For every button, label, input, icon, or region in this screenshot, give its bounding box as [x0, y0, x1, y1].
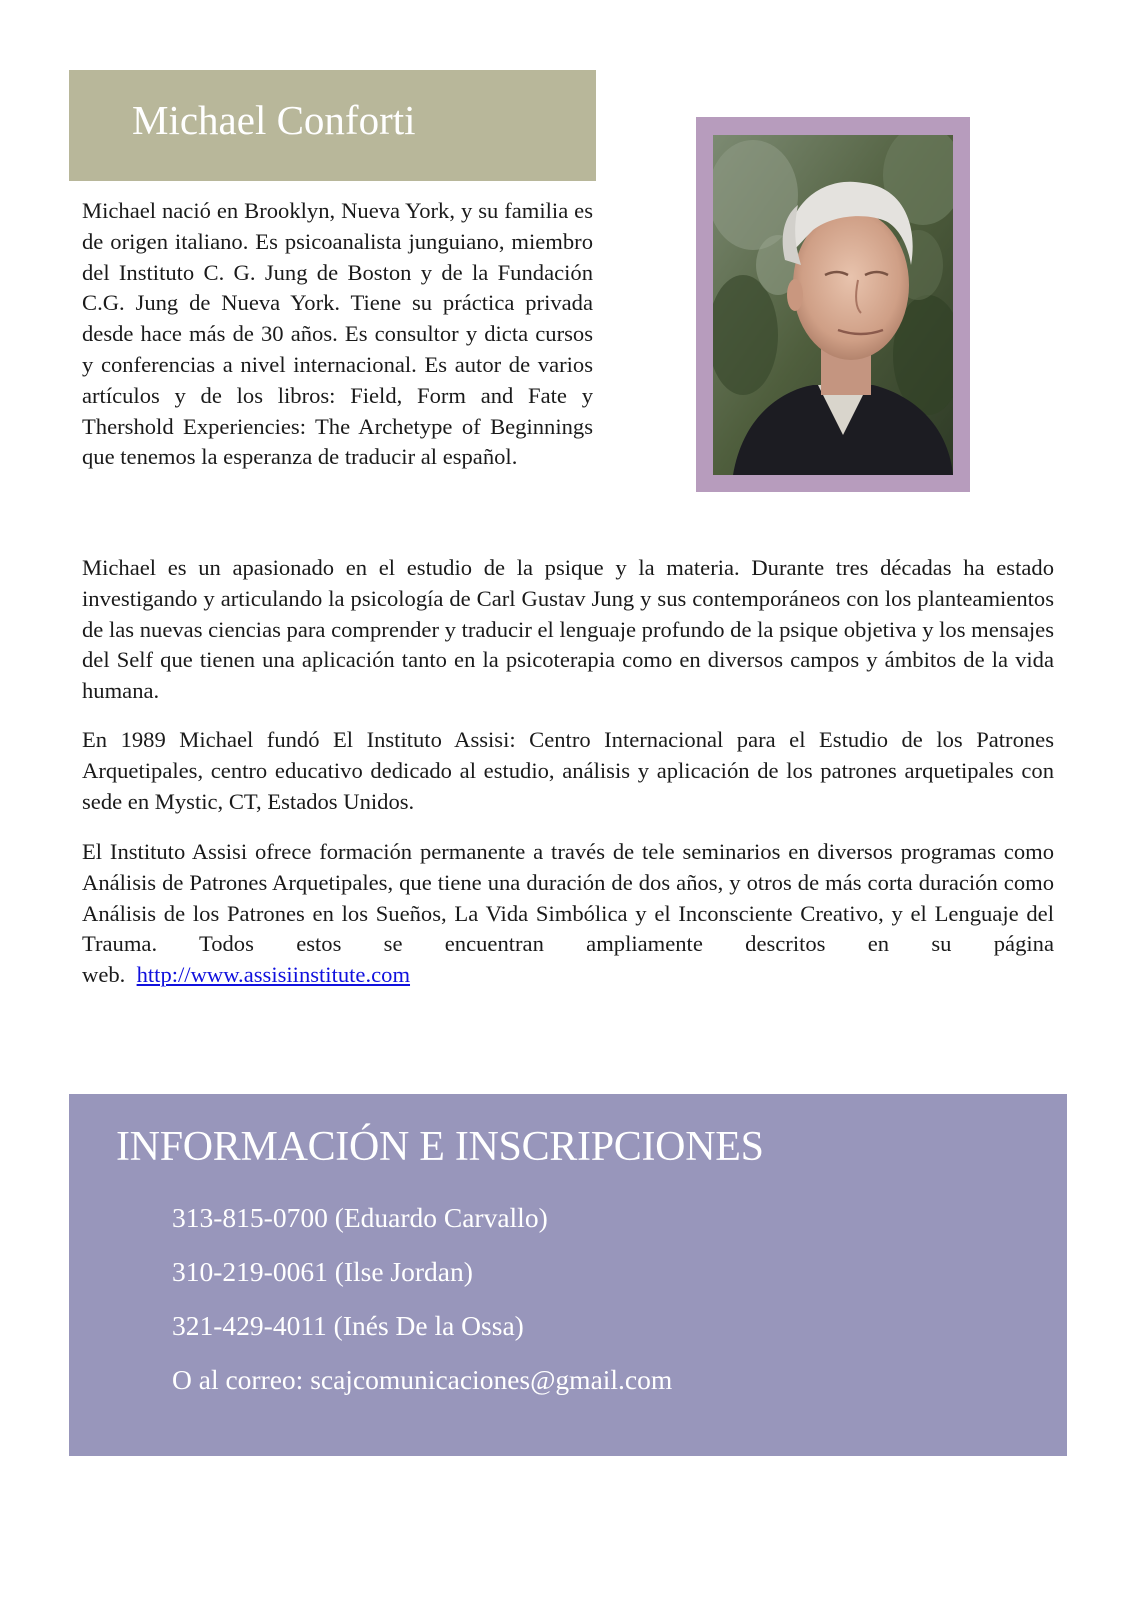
bio-intro-paragraph: Michael nació en Brooklyn, Nueva York, y su familia es de origen italiano. Es psicoanalista junguiano, miembro del Instituto C. G. Jung de Boston y de la Fundación C.G. Jung de Nueva York. Tiene su práctica privada desde hace más de 30 años. Es consultor y dicta cursos y conferencias a nivel internacional. Es autor de varios artículos y de los libros: Field, Form and Fate y Thershold Experiencies: The Archetype of Beginnings que tenemos la esperanza de traducir al español.: [82, 198, 593, 470]
info-registration-box: [69, 1094, 1067, 1456]
portrait-photo: [713, 135, 953, 475]
contact-phone-ilse: 310-219-0061 (Ilse Jordan): [172, 1256, 473, 1287]
portrait-image: [713, 135, 953, 475]
programs-text: El Instituto Assisi ofrece formación permanente a través de tele seminarios en diversos programas como Análisis de Patrones Arquetipales, que tiene una duración de dos años, y otros de más corta duración como Análisis de los Patrones en los Sueños, La Vida Simbólica y el Inconsciente Creativo, y el Lenguaje del Trauma. Todos estos se encuentran ampliamente descritos en su página web.: [82, 839, 1054, 988]
profile-name: Michael Conforti: [132, 97, 416, 143]
contact-phone-eduardo: 313-815-0700 (Eduardo Carvallo): [172, 1202, 548, 1233]
bio-paragraph-programs: [82, 837, 1054, 991]
photo-frame: [696, 117, 970, 492]
contact-phone-ines: 321-429-4011 (Inés De la Ossa): [172, 1310, 524, 1341]
contact-email: O al correo: scajcomunicaciones@gmail.com: [172, 1364, 673, 1395]
info-title: INFORMACIÓN E INSCRIPCIONES: [116, 1124, 764, 1170]
bio-paragraph-institute: En 1989 Michael fundó El Instituto Assisi: Centro Internacional para el Estudio de los Patrones Arquetipales, centro educativo dedicado al estudio, análisis y aplicación de los patrones arquetipales con sede en Mystic, CT, Estados Unidos.: [82, 727, 1054, 814]
bio-paragraph-research: Michael es un apasionado en el estudio de la psique y la materia. Durante tres décadas ha estado investigando y articulando la psicología de Carl Gustav Jung y sus contemporáneos con los planteamientos de las nuevas ciencias para comprender y traducir el lenguaje profundo de la psique objetiva y los mensajes del Self que tienen una aplicación tanto en la psicoterapia como en diversos campos y ámbitos de la vida humana.: [82, 555, 1054, 704]
name-banner: [69, 70, 596, 181]
website-link[interactable]: http://www.assisiinstitute.com: [136, 962, 411, 988]
